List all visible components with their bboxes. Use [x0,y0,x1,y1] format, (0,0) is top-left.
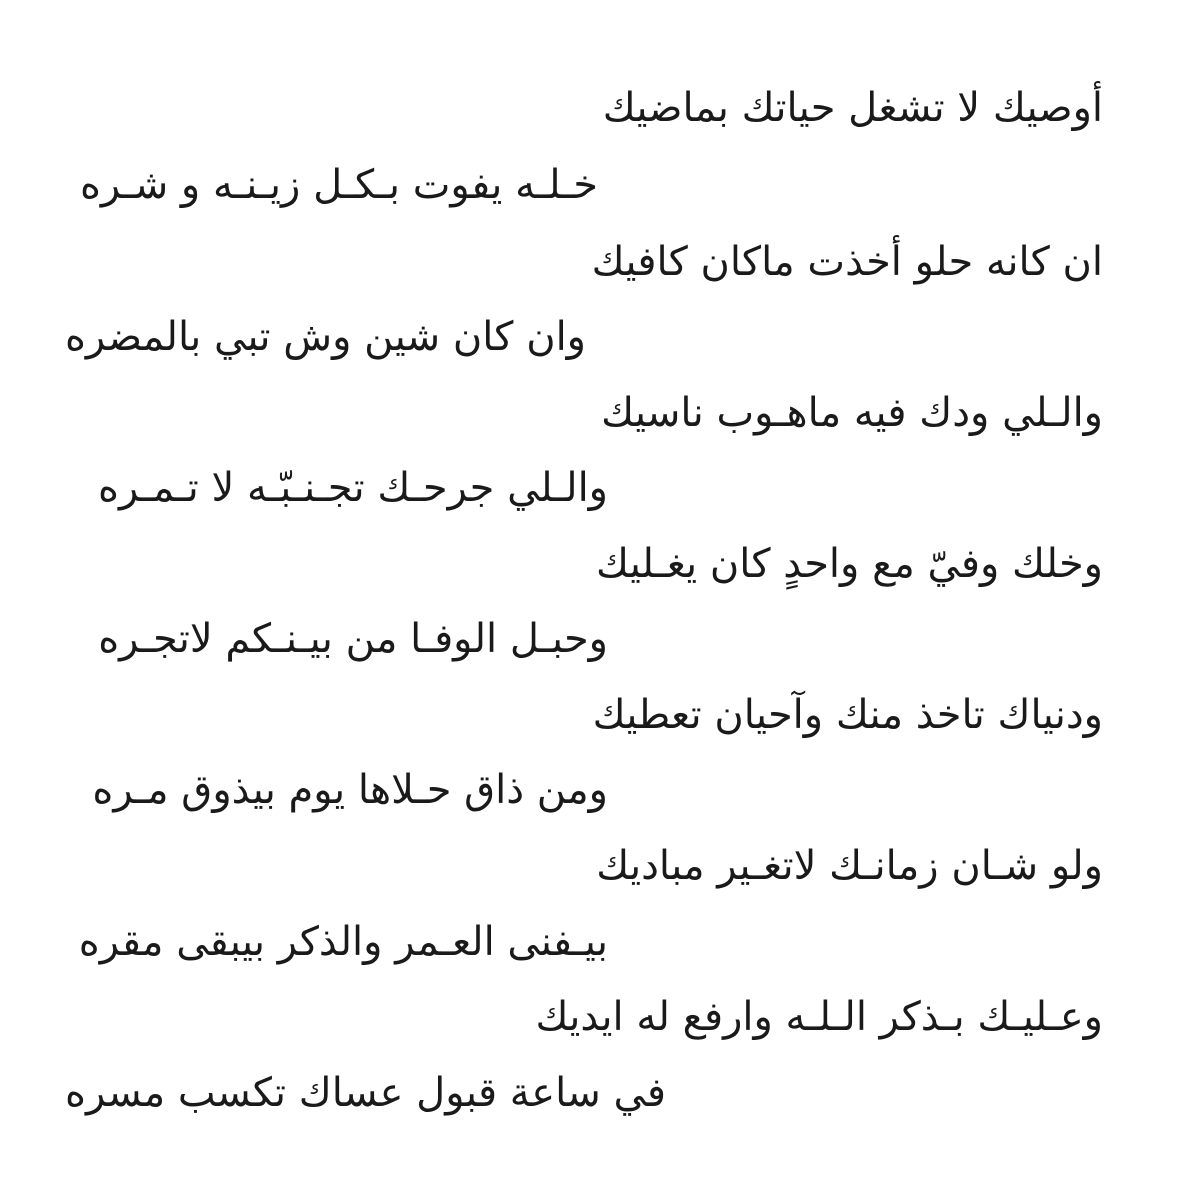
verse-line-6: والـلي جرحـك تجـنـبّـه لا تـمـره [98,465,608,511]
verse-line-1: أوصيك لا تشغل حياتك بماضيك [602,85,1103,131]
verse-line-8: وحبـل الوفـا من بيـنـكم لاتجـره [98,616,608,662]
verse-line-11: ولو شـان زمانـك لاتغـير مباديك [596,843,1103,889]
verse-line-2: خـلـه يفوت بـكـل زيـنـه و شـره [79,162,598,208]
verse-line-9: ودنياك تاخذ منك وآحيان تعطيك [592,692,1103,738]
verse-line-14: في ساعة قبول عساك تكسب مسره [65,1070,666,1116]
verse-line-13: وعـليـك بـذكر الـلـه وارفع له ايديك [535,994,1103,1040]
verse-line-5: والـلي ودك فيه ماهـوب ناسيك [601,390,1103,436]
verse-line-7: وخلك وفيّ مع واحدٍ كان يغـليك [596,541,1103,587]
verse-line-12: بيـفنى العـمر والذكر بيبقى مقره [78,919,608,965]
verse-line-10: ومن ذاق حـلاها يوم بيذوق مـره [92,767,608,813]
verse-line-3: ان كانه حلو أخذت ماكان كافيك [591,239,1103,285]
verse-line-4: وان كان شين وش تبي بالمضره [64,314,586,360]
